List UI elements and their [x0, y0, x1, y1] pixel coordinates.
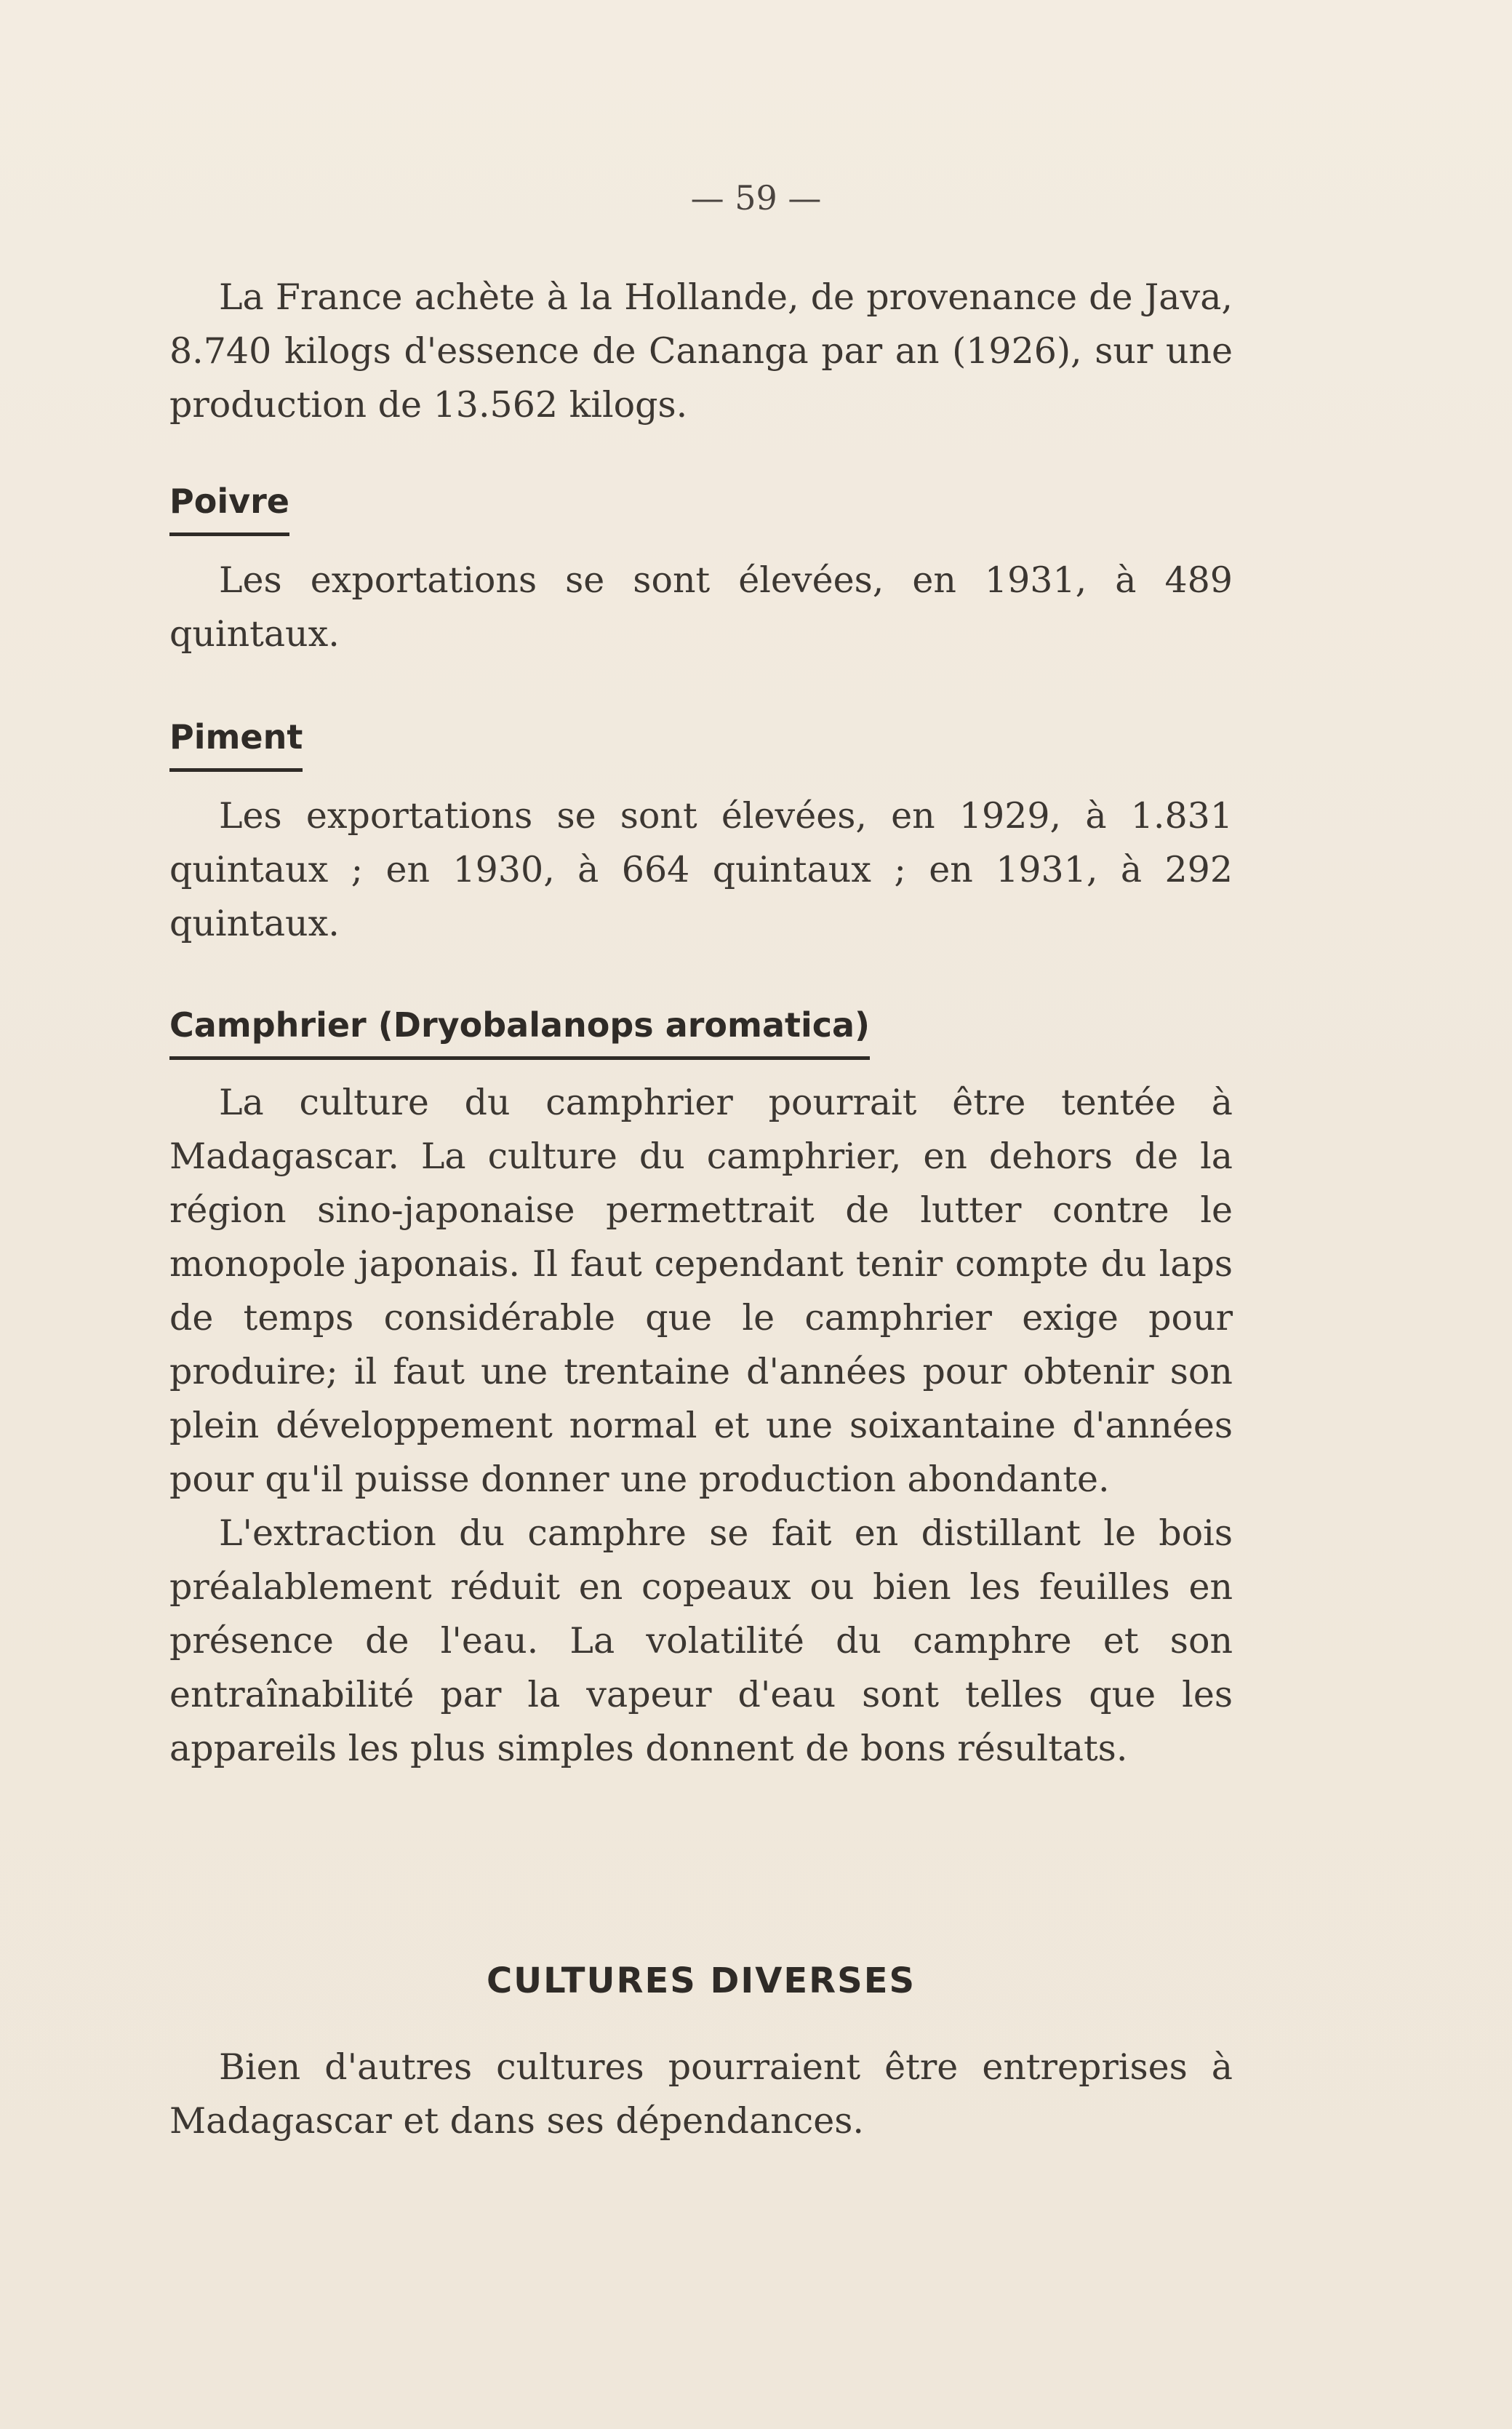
cultures-diverses-section — [169, 1961, 1233, 2148]
poivre-section — [169, 480, 1233, 661]
page-number: — 59 — — [690, 178, 822, 218]
intro-paragraph: La France achète à la Hollande, de provenance de Java, 8.740 kilogs d'essence de Cananga par an (1926), sur une production de 13.562 kilogs. — [169, 276, 1233, 426]
piment-section — [169, 716, 1233, 951]
poivre-paragraph: Les exportations se sont élevées, en 1931, à 489 quintaux. — [169, 559, 1233, 655]
poivre-heading: Poivre — [169, 480, 289, 536]
cultures-diverses-paragraph: Bien d'autres cultures pourraient être entreprises à Madagascar et dans ses dépendances. — [169, 2046, 1233, 2142]
camphrier-paragraph-1: La culture du camphrier pourrait être tentée à Madagascar. La culture du camphrier, en dehors de la région sino-japonaise permettrait de lutter contre le monopole japonais. Il faut cependant tenir compte du laps de temps considérable que le camphrier exige pour produire; il faut une trentaine d'années pour obtenir son plein développement normal et une soixantaine d'années pour qu'il puisse donner une production abondante. — [169, 1082, 1233, 1500]
cultures-diverses-heading: CULTURES DIVERSES — [486, 1961, 916, 2001]
intro-section — [169, 271, 1233, 432]
camphrier-heading: Camphrier (Dryobalanops aromatica) — [169, 1004, 870, 1060]
piment-paragraph: Les exportations se sont élevées, en 1929, à 1.831 quintaux ; en 1930, à 664 quintaux ; en 1931, à 292 quintaux. — [169, 795, 1233, 944]
camphrier-section — [169, 1004, 1233, 1776]
piment-heading: Piment — [169, 716, 303, 772]
camphrier-paragraph-2: L'extraction du camphre se fait en distillant le bois préalablement réduit en copeaux ou bien les feuilles en présence de l'eau. La volatilité du camphre et son entraînabilité par la vapeur d'eau sont telles que les appareils les plus simples donnent de bons résultats. — [169, 1512, 1233, 1769]
